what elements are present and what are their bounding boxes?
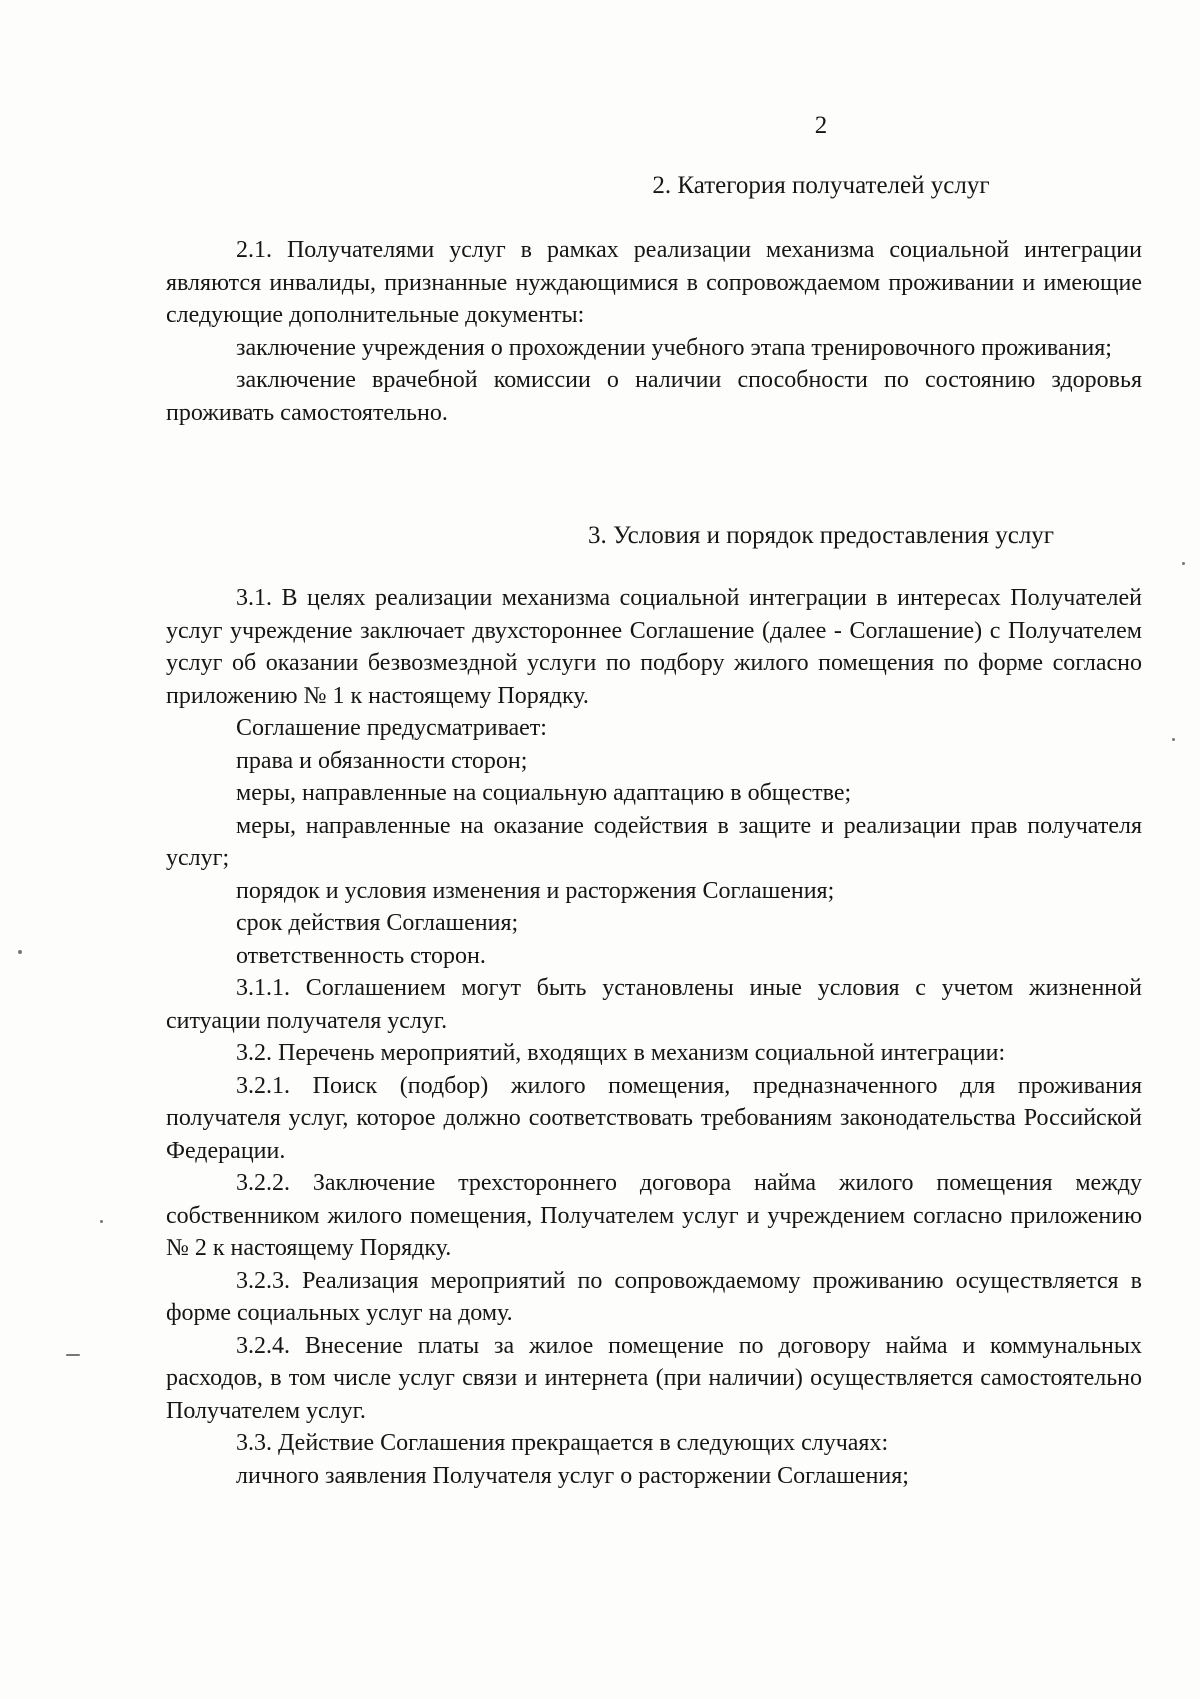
paragraph-3-3: 3.3. Действие Соглашения прекращается в следующих случаях:	[236, 1430, 889, 1456]
scan-speck	[66, 1354, 80, 1356]
paragraph-3-2-2: 3.2.2. Заключение трехстороннего договора найма жилого помещения между собственником жилого помещения, Получателем услуг и учреждением согласно приложению № 2 к настоящему Порядку.	[166, 1170, 1142, 1261]
paragraph-3-2: 3.2. Перечень мероприятий, входящих в механизм социальной интеграции:	[236, 1040, 1006, 1066]
scan-speck	[18, 950, 22, 954]
section-3-body	[166, 582, 1142, 1492]
paragraph-3-1-intro: Соглашение предусматривает:	[236, 715, 547, 741]
scan-speck	[1182, 562, 1185, 565]
paragraph-3-1-1: 3.1.1. Соглашением могут быть установлены иные условия с учетом жизненной ситуации получателя услуг.	[166, 975, 1142, 1034]
paragraph-2-1-item-2: заключение врачебной комиссии о наличии способности по состоянию здоровья проживать самостоятельно.	[166, 367, 1142, 426]
section-2-body	[166, 234, 1142, 429]
scan-speck	[1172, 738, 1175, 741]
paragraph-3-1-item-3: меры, направленные на оказание содействия в защите и реализации прав получателя услуг;	[166, 812, 1142, 871]
paragraph-2-1-item-1: заключение учреждения о прохождении учебного этапа тренировочного проживания;	[236, 334, 1112, 361]
paragraph-3-1: 3.1. В целях реализации механизма социальной интеграции в интересах Получателей услуг учреждение заключает двухстороннее Соглашение (далее - Соглашение) с Получателем услуг об оказании безвозмездной услуги по подбору жилого помещения по форме согласно приложению № 1 к настоящему Порядку.	[166, 585, 1142, 709]
page-number: 2	[814, 112, 828, 139]
scan-speck	[100, 1220, 103, 1223]
paragraph-2-1: 2.1. Получателями услуг в рамках реализации механизма социальной интеграции являются инвалиды, признанные нуждающимися в сопровождаемом проживании и имеющие следующие дополнительные документы:	[166, 237, 1142, 328]
paragraph-3-1-item-2: меры, направленные на социальную адаптацию в обществе;	[236, 780, 852, 806]
paragraph-3-1-item-6: ответственность сторон.	[236, 942, 486, 969]
paragraph-3-1-item-1: права и обязанности сторон;	[236, 747, 528, 774]
paragraph-3-2-1: 3.2.1. Поиск (подбор) жилого помещения, предназначенного для проживания получателя услуг, которое должно соответствовать требованиям законодательства Российской Федерации.	[166, 1072, 1142, 1164]
section-3-heading: 3. Условия и порядок предоставления услуг	[587, 522, 1055, 549]
paragraph-3-3-item-1: личного заявления Получателя услуг о расторжении Соглашения;	[236, 1462, 909, 1489]
paragraph-3-1-item-5: срок действия Соглашения;	[236, 910, 519, 936]
paragraph-3-1-item-4: порядок и условия изменения и расторжения Соглашения;	[236, 877, 835, 904]
paragraph-3-2-4: 3.2.4. Внесение платы за жилое помещение по договору найма и коммунальных расходов, в том числе услуг связи и интернета (при наличии) осуществляется самостоятельно Получателем услуг.	[166, 1332, 1142, 1424]
section-2-heading: 2. Категория получателей услуг	[652, 172, 990, 199]
paragraph-3-2-3: 3.2.3. Реализация мероприятий по сопровождаемому проживанию осуществляется в форме социальных услуг на дому.	[166, 1267, 1142, 1326]
